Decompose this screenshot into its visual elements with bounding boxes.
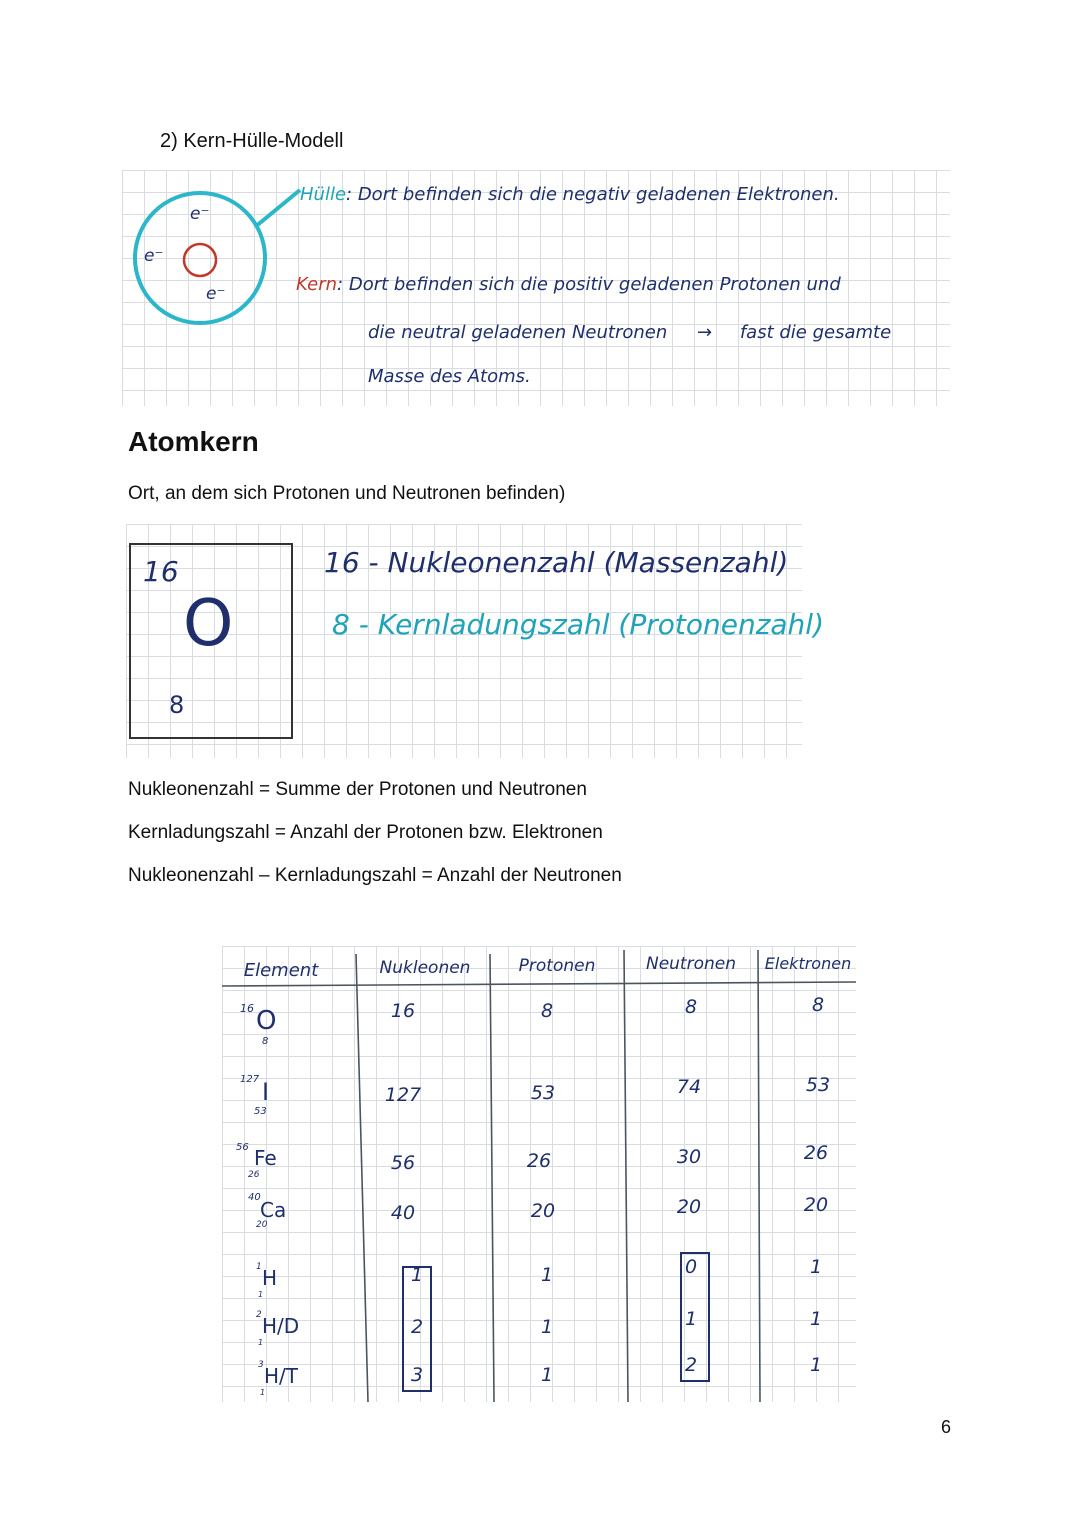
formula-nukleonenzahl: Nukleonenzahl = Summe der Protonen und Neutronen (128, 779, 587, 800)
nukleonen-bracket (402, 1266, 432, 1392)
atomkern-sketch (126, 524, 824, 758)
row-mass: 3 (258, 1360, 264, 1370)
header-protonen: Protonen (518, 956, 596, 976)
box-element-symbol: O (183, 587, 234, 661)
row-z: 20 (256, 1220, 268, 1230)
row-symbol: H/D (262, 1314, 300, 1338)
neutronen-bracket (680, 1252, 710, 1382)
row-z: 53 (254, 1106, 267, 1117)
cell-nukleonen: 1 (410, 1264, 424, 1286)
cell-elektronen: 53 (805, 1074, 831, 1096)
box-mass-number: 16 (143, 555, 179, 588)
cell-neutronen: 74 (676, 1076, 702, 1098)
row-z: 26 (248, 1170, 260, 1180)
cell-elektronen: 26 (803, 1142, 829, 1164)
huelle-line (300, 184, 840, 205)
cell-elektronen: 1 (809, 1256, 823, 1278)
cell-neutronen: 20 (676, 1196, 702, 1218)
atom-model-sketch (122, 170, 950, 406)
kern-label: Kern (296, 274, 338, 295)
kern-line-2 (368, 322, 891, 343)
row-z: 1 (258, 1290, 264, 1299)
kernladungszahl-line: 8 - Kernladungszahl (Protonenzahl) (332, 608, 824, 641)
row-mass: 1 (256, 1262, 262, 1272)
cell-protonen: 53 (530, 1082, 556, 1104)
header-element: Element (243, 960, 319, 981)
kern-line-3: Masse des Atoms. (368, 366, 531, 387)
cell-protonen: 1 (540, 1364, 554, 1386)
kern-text-2: die neutral geladenen Neutronen (368, 322, 668, 343)
cell-elektronen: 1 (809, 1308, 823, 1330)
cell-elektronen: 1 (809, 1354, 823, 1376)
cell-neutronen: 1 (684, 1308, 698, 1330)
element-box (129, 543, 293, 739)
row-symbol: Ca (260, 1198, 287, 1222)
cell-protonen: 26 (526, 1150, 552, 1172)
row-z: 1 (260, 1388, 266, 1397)
cell-protonen: 1 (540, 1316, 554, 1338)
row-mass: 40 (248, 1192, 261, 1203)
atomkern-definition: Ort, an dem sich Protonen und Neutronen befinden) (128, 483, 566, 504)
cell-nukleonen: 16 (390, 1000, 416, 1022)
cell-neutronen: 8 (684, 996, 698, 1018)
cell-nukleonen: 56 (390, 1152, 416, 1174)
kern-text-1: : Dort befinden sich die positiv geladenen Protonen und (337, 274, 841, 295)
nukleonenzahl-line: 16 - Nukleonenzahl (Massenzahl) (324, 546, 789, 579)
arrow-icon: → (697, 322, 713, 343)
electron-label-top: e⁻ (190, 204, 210, 224)
row-mass: 56 (236, 1142, 249, 1153)
header-elektronen: Elektronen (764, 954, 852, 973)
electron-label-bottom: e⁻ (206, 284, 226, 304)
cell-protonen: 20 (530, 1200, 556, 1222)
electron-label-left: e⁻ (144, 246, 164, 266)
cell-neutronen: 0 (684, 1256, 698, 1278)
row-symbol: O (256, 1006, 277, 1036)
section-heading: 2) Kern-Hülle-Modell (160, 130, 344, 152)
header-nukleonen: Nukleonen (379, 958, 471, 978)
kern-text-2b: fast die gesamte (739, 322, 892, 343)
cell-neutronen: 30 (676, 1146, 702, 1168)
cell-elektronen: 8 (811, 994, 825, 1016)
row-symbol: H (262, 1266, 278, 1290)
col-divider-4 (758, 950, 760, 1402)
shell-pointer-line (255, 190, 300, 227)
page-number: 6 (941, 1417, 952, 1437)
row-mass: 16 (240, 1002, 254, 1015)
nucleus-circle (184, 244, 216, 276)
header-neutronen: Neutronen (645, 954, 736, 974)
huelle-text: : Dort befinden sich die negativ geladenen Elektronen. (346, 184, 840, 205)
box-atomic-number: 8 (169, 691, 185, 719)
cell-protonen: 8 (540, 1000, 554, 1022)
cell-nukleonen: 127 (384, 1084, 422, 1106)
row-symbol: H/T (264, 1364, 298, 1388)
formula-neutronen: Nukleonenzahl – Kernladungszahl = Anzahl der Neutronen (128, 865, 622, 886)
row-z: 8 (262, 1036, 269, 1047)
row-mass: 127 (240, 1074, 260, 1085)
kern-line-1 (296, 274, 841, 295)
row-symbol: I (262, 1078, 270, 1106)
atomkern-title: Atomkern (128, 426, 259, 457)
row-mass: 2 (256, 1310, 262, 1320)
cell-nukleonen: 3 (410, 1364, 424, 1386)
cell-neutronen: 2 (684, 1354, 698, 1376)
header-underline (222, 982, 856, 986)
cell-nukleonen: 2 (410, 1316, 424, 1338)
cell-protonen: 1 (540, 1264, 554, 1286)
row-z: 1 (258, 1338, 264, 1347)
formula-kernladungszahl: Kernladungszahl = Anzahl der Protonen bzw. Elektronen (128, 822, 603, 843)
isotope-table (222, 946, 856, 1402)
huelle-label: Hülle (300, 184, 347, 205)
row-symbol: Fe (254, 1146, 277, 1170)
cell-elektronen: 20 (803, 1194, 829, 1216)
cell-nukleonen: 40 (390, 1202, 416, 1224)
